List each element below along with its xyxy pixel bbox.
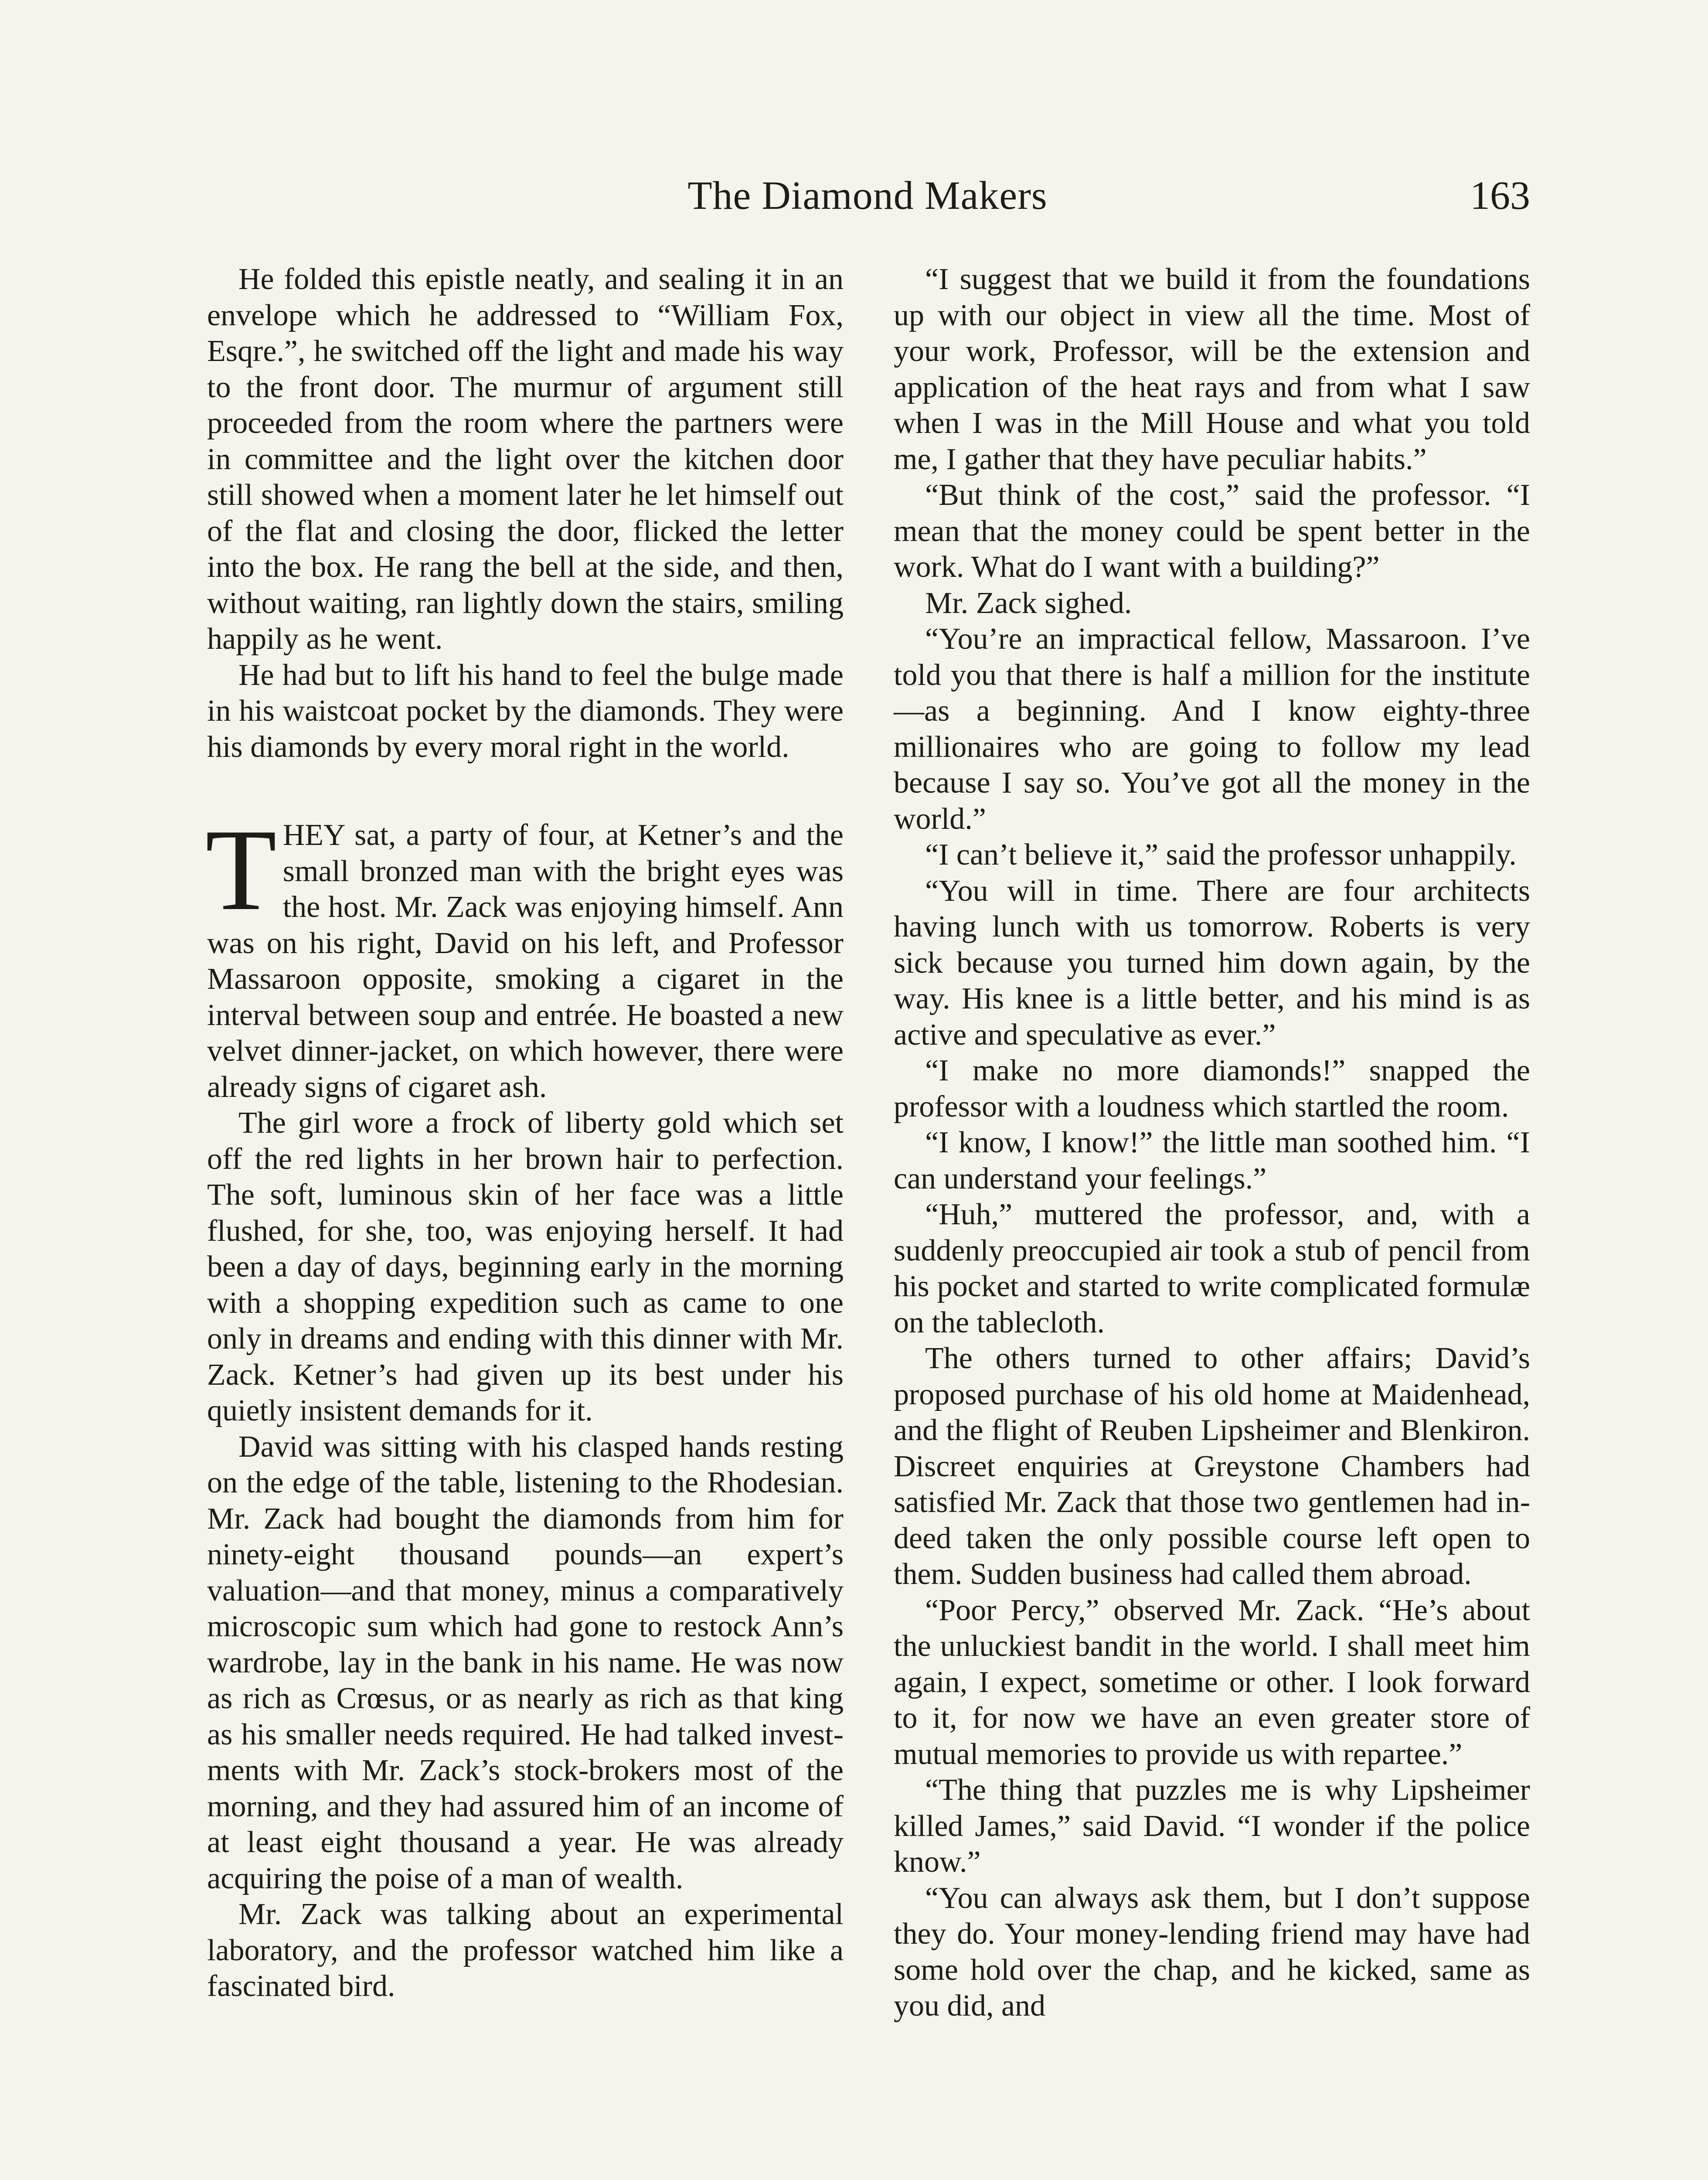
- section-opening-paragraph: [205, 805, 844, 1105]
- paragraph: “You will in time. There are four architects having lunch with us tomorrow. Roberts is very sick because you turned him down again, by the way. His knee is a little better, and his mind is as active and speculative as ever.”: [894, 874, 1530, 1052]
- page-number: 163: [1470, 173, 1530, 218]
- paragraph: “I suggest that we build it from the foundations up with our object in view all the time. Most of your work, Professor, will be the extension and application of the heat rays and from what I saw when I was in the Mill House and what you told me, I gather that they have peculiar habits.”: [894, 262, 1530, 476]
- drop-cap: T: [205, 805, 277, 934]
- paragraph: “I can’t believe it,” said the professor unhappily.: [925, 838, 1517, 872]
- paragraph: Mr. Zack sighed.: [925, 586, 1132, 620]
- paragraph: The others turned to other affairs; David’s proposed purchase of his old home at Maidenhead, and the flight of Reuben Lipsheimer and Blenkiron. Discreet enquiries at Greystone Chambers had satisfied Mr. Zack that those two gentlemen had indeed taken the only possible course left open to them. Sudden business had called them abroad.: [894, 1342, 1530, 1591]
- paragraph: “But think of the cost,” said the professor. “I mean that the money could be spent better in the work. What do I want with a building?”: [894, 478, 1530, 584]
- left-column: [207, 262, 844, 2180]
- paragraph: “Poor Percy,” observed Mr. Zack. “He’s about the unluckiest bandit in the world. I shall meet him again, I expect, sometime or other. I look forward to it, for now we have an even greater store of mutual memories to provide us with repartee.”: [894, 1593, 1530, 1771]
- paragraph: David was sitting with his clasped hands resting on the edge of the table, listening to the Rhodesian. Mr. Zack had bought the diamonds from him for ninety-eight thousand pounds—an expert’s valuation—and that money, minus a comparatively microscopic sum which had gone to restock Ann’s wardrobe, lay in the bank in his name. He was now as rich as Crœsus, or as nearly as rich as that king as his smaller needs required. He had talked investments with Mr. Zack’s stock-brokers most of the morning, and they had assured him of an income of at least eight thousand a year. He was already acquiring the poise of a man of wealth.: [207, 1430, 844, 1895]
- paragraph: He had but to lift his hand to feel the bulge made in his waistcoat pocket by the diamonds. They were his diamonds by every moral right in the world.: [207, 658, 844, 764]
- paragraph: “I know, I know!” the little man soothed him. “I can understand your feelings.”: [894, 1126, 1530, 1196]
- running-title: The Diamond Makers: [687, 173, 1048, 218]
- paragraph: “Huh,” muttered the professor, and, with a suddenly preoccupied air took a stub of pencil from his pocket and started to write complicated formulæ on the tablecloth.: [894, 1198, 1530, 1339]
- paragraph: “I make no more diamonds!” snapped the professor with a loudness which startled the room.: [894, 1054, 1530, 1124]
- paragraph-text: HEY sat, a party of four, at Ketner’s and the small bronzed man with the bright eyes was the host. Mr. Zack was enjoying himself. Ann was on his right, David on his left, and Professor Massaroon opposite, smoking a cigaret in the interval between soup and entrée. He boasted a new velvet dinner-jacket, on which however, there were already signs of cigaret ash.: [207, 818, 844, 1104]
- right-column: [894, 262, 1530, 2180]
- paragraph: “The thing that puzzles me is why Lipsheimer killed James,” said David. “I wonder if the police know.”: [894, 1773, 1530, 1879]
- paragraph: He folded this epistle neatly, and sealing it in an envelope which he addressed to “William Fox, Esqre.”, he switched off the light and made his way to the front door. The murmur of argument still proceeded from the room where the partners were in committee and the light over the kitchen door still showed when a moment later he let himself out of the flat and closing the door, flicked the letter into the box. He rang the bell at the side, and then, without waiting, ran lightly down the stairs, smiling happily as he went.: [207, 262, 844, 656]
- paragraph: The girl wore a frock of liberty gold which set off the red lights in her brown hair to perfection. The soft, luminous skin of her face was a little flushed, for she, too, was enjoying herself. It had been a day of days, beginning early in the morning with a shopping expedition such as came to one only in dreams and ending with this dinner with Mr. Zack. Ketner’s had given up its best under his quietly insistent demands for it.: [207, 1106, 844, 1427]
- page-header: [205, 172, 1530, 229]
- paragraph: “You’re an impractical fellow, Massaroon. I’ve told you that there is half a million for the institute—as a beginning. And I know eighty-three millionaires who are going to follow my lead because I say so. You’ve got all the money in the world.”: [894, 622, 1530, 836]
- paragraph: “You can always ask them, but I don’t suppose they do. Your money-lending friend may have had some hold over the chap, and he kicked, same as you did, and: [894, 1881, 1530, 2023]
- paragraph: Mr. Zack was talking about an experimental laboratory, and the professor watched him like a fascinated bird.: [207, 1897, 844, 2003]
